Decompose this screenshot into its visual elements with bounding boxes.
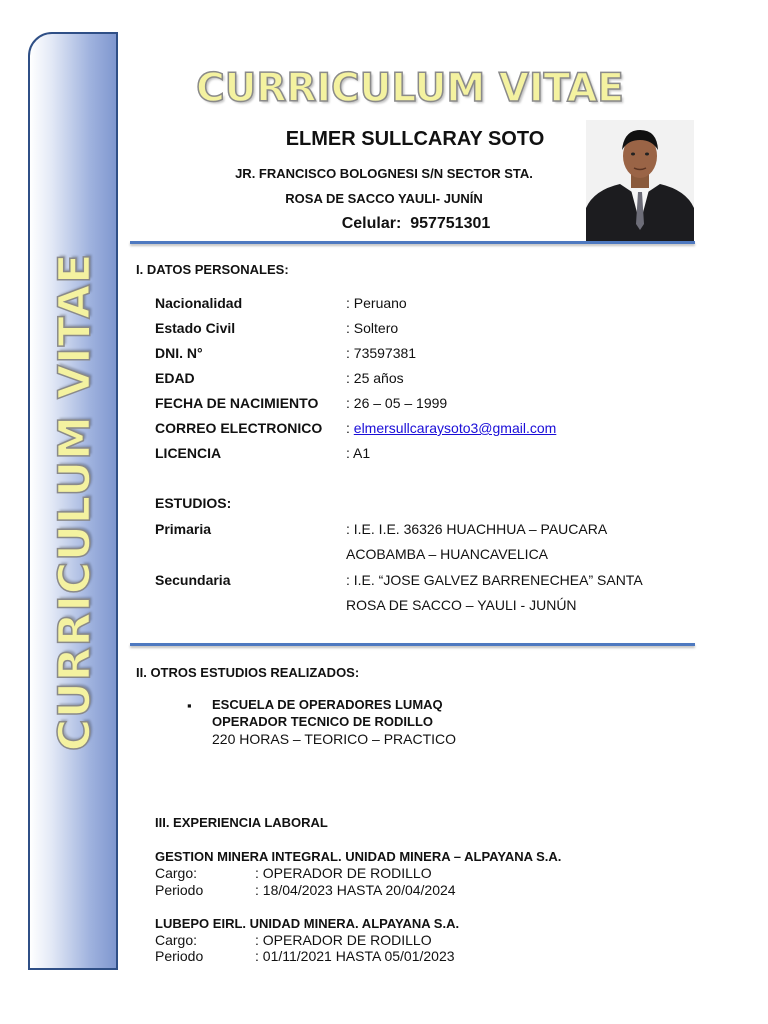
job-period-label: Periodo [155,882,204,898]
field-value: : 73597381 [346,345,417,361]
job-company: LUBEPO EIRL. UNIDAD MINERA. ALPAYANA S.A. [155,916,460,931]
person-portrait-icon [586,120,694,242]
field-value: : Peruano [346,295,407,311]
field-label: Estado Civil [155,320,236,336]
phone-number: 957751301 [410,215,491,232]
section-title-personal: I. DATOS PERSONALES: [136,262,289,277]
primary-value-2: ACOBAMBA – HUANCAVELICA [346,546,549,562]
job-company: GESTION MINERA INTEGRAL. UNIDAD MINERA – ALPAYANA S.A. [155,849,562,864]
field-value: : Soltero [346,320,399,336]
field-label: FECHA DE NACIMIENTO [155,395,319,411]
page-title: CURRICULUM VITAE [196,66,624,111]
job-period-value: : 01/11/2021 HASTA 05/01/2023 [255,948,455,964]
course-hours: 220 HORAS – TEORICO – PRACTICO [212,731,457,747]
address-line-1: JR. FRANCISCO BOLOGNESI S/N SECTOR STA. [235,166,533,181]
job-cargo-label: Cargo: [155,865,198,881]
job-period-value: : 18/04/2023 HASTA 20/04/2024 [255,882,456,898]
field-label: DNI. N° [155,345,203,361]
sidebar-title: CURRICULUM VITAE [49,252,101,752]
field-value: : 25 años [346,370,404,386]
section-divider [130,241,695,244]
email-colon: : [346,420,350,436]
bullet-icon: ▪ [187,698,192,713]
primary-label: Primaria [155,521,212,537]
job-cargo-label: Cargo: [155,932,198,948]
address-line-2: ROSA DE SACCO YAULI- JUNÍN [285,191,483,206]
secondary-value-1: : I.E. “JOSE GALVEZ BARRENECHEA” SANTA [346,572,643,588]
profile-photo [586,120,694,242]
course-school: ESCUELA DE OPERADORES LUMAQ [212,697,443,712]
course-title: OPERADOR TECNICO DE RODILLO [212,714,434,729]
job-cargo-value: : OPERADOR DE RODILLO [255,932,432,948]
email-link[interactable]: elmersullcaraysoto3@gmail.com [353,420,557,436]
phone-line [250,215,582,233]
candidate-name: ELMER SULLCARAY SOTO [285,128,545,150]
primary-value-1: : I.E. I.E. 36326 HUACHHUA – PAUCARA [346,521,608,537]
studies-heading: ESTUDIOS: [155,495,232,511]
secondary-label: Secundaria [155,572,231,588]
phone-label: Celular: [341,215,402,232]
secondary-value-2: ROSA DE SACCO – YAULI - JUNÚN [346,597,577,613]
field-value: : A1 [346,445,371,461]
field-label: EDAD [155,370,195,386]
field-label: CORREO ELECTRONICO [155,420,323,436]
field-label: Nacionalidad [155,295,243,311]
job-cargo-value: : OPERADOR DE RODILLO [255,865,432,881]
section-title-experience: III. EXPERIENCIA LABORAL [155,815,328,830]
section-title-other-studies: II. OTROS ESTUDIOS REALIZADOS: [136,665,360,680]
field-label: LICENCIA [155,445,222,461]
job-period-label: Periodo [155,948,204,964]
field-value: : 26 – 05 – 1999 [346,395,448,411]
section-divider [130,643,695,646]
field-value [346,420,556,436]
